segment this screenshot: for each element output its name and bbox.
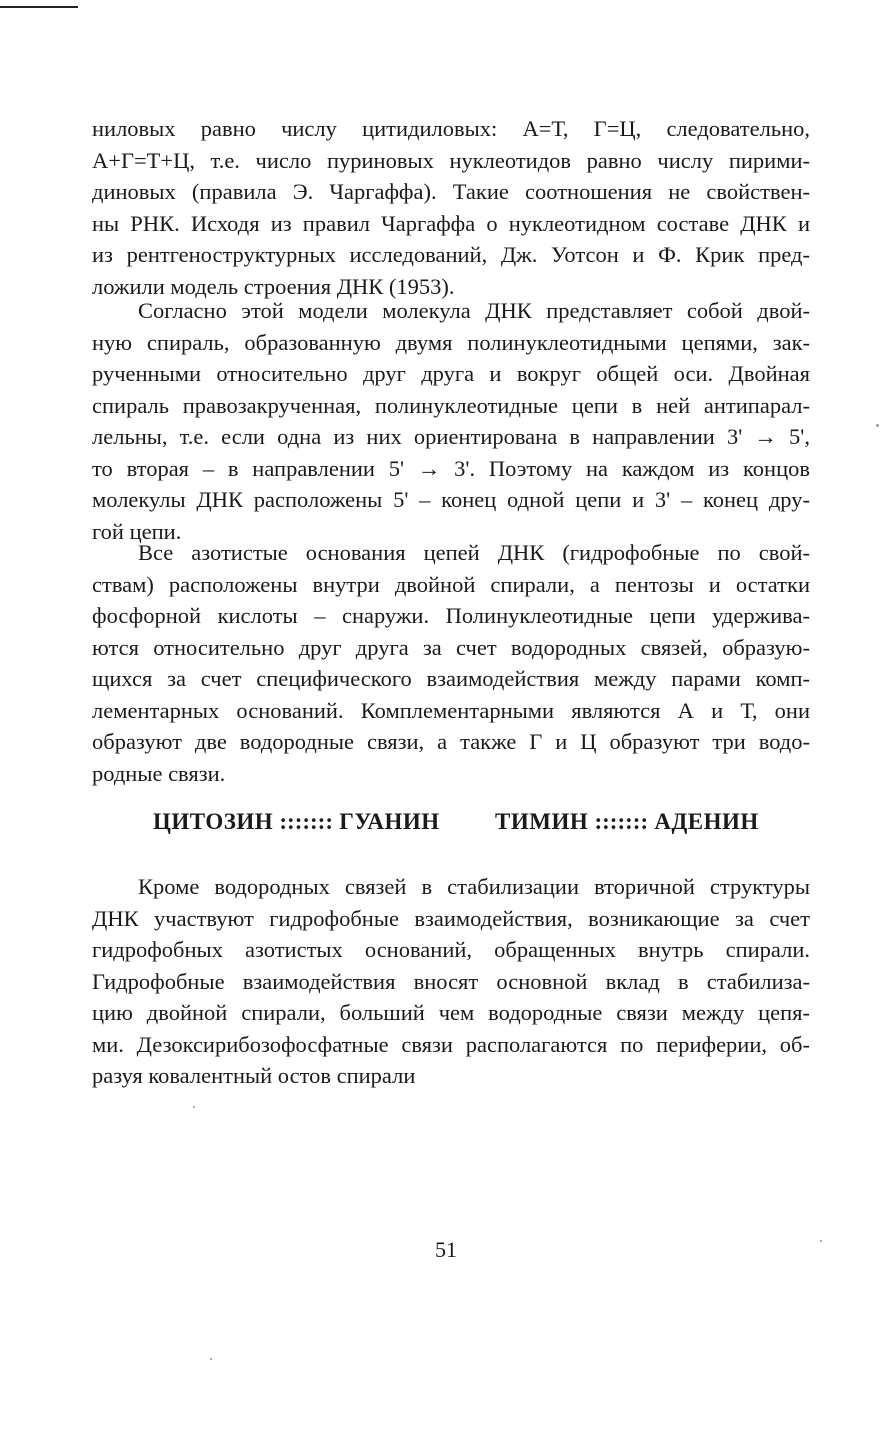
hydrogen-bonds-two: :::::::	[594, 809, 649, 834]
text-line: Согласно этой модели молекула ДНК представляет собой двой-	[138, 298, 810, 323]
text-line: ми. Дезоксирибозофосфатные связи располагаются по периферии, об-	[92, 1031, 810, 1057]
text-line: лельны, т.е. если одна из них ориентирована в направлении 3' → 5',	[92, 424, 810, 449]
guanine-label: ГУАНИН	[339, 809, 440, 834]
scan-speck	[876, 424, 879, 427]
page-number: 51	[435, 1237, 457, 1262]
text-line: молекулы ДНК расположены 5' – конец одной цепи и 3' – конец дру-	[92, 487, 810, 512]
text-line: А+Г=Т+Ц, т.е. число пуриновых нуклеотидов равно числу пирими-	[92, 147, 810, 173]
text-line: то вторая – в направлении 5' → 3'. Поэтому на каждом из концов	[92, 455, 810, 481]
thymine-label: ТИМИН	[495, 809, 589, 834]
text-line: фосфорной кислоты – снаружи. Полинуклеотидные цепи удержива-	[92, 603, 810, 628]
text-line: из рентгеноструктурных исследований, Дж. Уотсон и Ф. Крик пред-	[92, 242, 810, 267]
paragraph-4	[92, 871, 810, 1092]
scan-speck	[820, 1240, 822, 1242]
paragraph-2	[92, 295, 810, 547]
text-line: Все азотистые основания цепей ДНК (гидрофобные по свой-	[138, 540, 810, 565]
text-line: рученными относительно друг друга и вокруг общей оси. Двойная	[92, 361, 810, 386]
scan-speck	[210, 1358, 212, 1360]
text-line: цию двойной спирали, больший чем водородные связи между цепя-	[92, 1000, 810, 1025]
adenine-label: АДЕНИН	[654, 809, 759, 834]
text-line: образуют две водородные связи, а также Г и Ц образуют три водо-	[92, 729, 810, 754]
text-line: диновых (правила Э. Чаргаффа). Такие соотношения не свойствен-	[92, 179, 810, 204]
text-line: ную спираль, образованную двумя полинуклеотидными цепями, зак-	[92, 329, 810, 355]
text-line: Гидрофобные взаимодействия вносят основной вклад в стабилиза-	[92, 968, 810, 994]
text-line: разуя ковалентный остов спирали	[92, 1063, 416, 1088]
text-line: щихся за счет специфического взаимодействия между парами комп-	[92, 666, 810, 691]
text-line: ются относительно друг друга за счет водородных связей, образую-	[92, 634, 810, 660]
text-line: ствам) расположены внутри двойной спирали, а пентозы и остатки	[92, 571, 810, 597]
scan-speck	[193, 1106, 195, 1108]
text-line: ДНК участвуют гидрофобные взаимодействия, возникающие за счет	[92, 905, 810, 931]
hydrogen-bonds-three: :::::::	[279, 809, 334, 834]
paragraph-1	[92, 113, 810, 302]
text-line: гидрофобных азотистых оснований, обращенных внутрь спирали.	[92, 937, 810, 962]
cytosine-guanine-pair	[153, 809, 440, 835]
text-line: ны РНК. Исходя из правил Чаргаффа о нуклеотидном составе ДНК и	[92, 210, 810, 236]
text-line: Кроме водородных связей в стабилизации вторичной структуры	[138, 874, 810, 899]
text-line: лементарных оснований. Комплементарными являются А и Т, они	[92, 697, 810, 723]
text-line: родные связи.	[92, 760, 226, 786]
text-line: спираль правозакрученная, полинуклеотидные цепи в ней антипарал-	[92, 392, 810, 418]
cytosine-label: ЦИТОЗИН	[153, 809, 274, 834]
text-line: гой цепи.	[92, 518, 182, 544]
paragraph-3	[92, 537, 810, 789]
thymine-adenine-pair	[495, 809, 759, 835]
corner-rule	[0, 6, 78, 8]
text-line: ложили модель строения ДНК (1953).	[92, 273, 455, 299]
base-pairs-row	[0, 809, 892, 843]
text-line: ниловых равно числу цитидиловых: А=Т, Г=Ц, следовательно,	[92, 116, 810, 141]
